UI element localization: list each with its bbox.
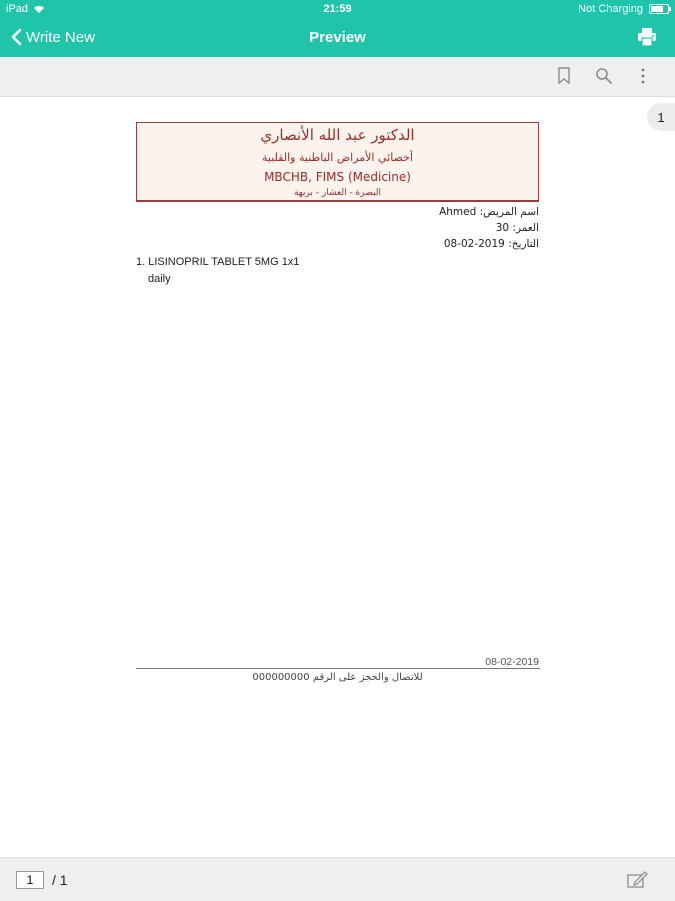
- doctor-degrees: MBCHB, FIMS (Medicine): [264, 170, 411, 184]
- bottom-bar: [0, 857, 675, 901]
- medication-frequency: daily: [148, 273, 171, 285]
- footer-divider: [136, 668, 540, 669]
- patient-age-row: [496, 222, 539, 234]
- prescription-date-label: التاريخ:: [508, 238, 539, 250]
- patient-age: 30: [495, 222, 510, 234]
- edit-button[interactable]: [627, 871, 649, 894]
- page-number-input[interactable]: [16, 871, 44, 889]
- page-total: / 1: [52, 872, 68, 888]
- back-label: Write New: [26, 28, 95, 46]
- more-options-button[interactable]: [640, 67, 646, 90]
- patient-name-label: اسم المريض:: [479, 206, 539, 218]
- doctor-name: الدكتور عبد الله الأنصاري: [260, 126, 415, 144]
- search-button[interactable]: [595, 67, 613, 90]
- footer-contact: للاتصال والحجز على الرقم 000000000: [252, 672, 423, 683]
- chevron-left-icon: [10, 28, 22, 46]
- patient-name-row: [439, 206, 539, 218]
- more-vertical-icon: [640, 67, 646, 85]
- status-bar: [0, 0, 675, 20]
- prescription-header: [136, 122, 539, 202]
- bookmark-button[interactable]: [557, 67, 571, 90]
- patient-age-label: العمر:: [512, 222, 539, 234]
- doctor-specialty: أخصائي الأمراض الباطنية والقلبية: [262, 151, 413, 164]
- charging-label: Not Charging: [578, 3, 643, 15]
- status-right: [578, 3, 669, 15]
- back-button[interactable]: [10, 28, 95, 46]
- page-title: Preview: [309, 29, 366, 46]
- search-icon: [595, 67, 613, 85]
- pdf-viewer[interactable]: [0, 97, 675, 857]
- navigation-bar: [0, 20, 675, 57]
- patient-name: Ahmed: [439, 206, 477, 218]
- prescription-date-row: [444, 238, 539, 250]
- edit-icon: [627, 871, 649, 889]
- device-label: iPad: [6, 3, 29, 15]
- clinic-location: البصرة - العشار - بريهة: [293, 188, 382, 198]
- prescription-date: 08-02-2019: [443, 238, 505, 250]
- medication-line: 1. LISINOPRIL TABLET 5MG 1x1: [136, 256, 300, 268]
- page-number-badge: 1: [647, 103, 675, 131]
- print-button[interactable]: [637, 27, 657, 52]
- battery-icon: [649, 4, 669, 14]
- pdf-toolbar: [0, 57, 675, 97]
- status-time: 21:59: [323, 3, 352, 15]
- printer-icon: [637, 27, 657, 47]
- footer-date: 08-02-2019: [485, 656, 539, 668]
- bookmark-icon: [557, 67, 571, 85]
